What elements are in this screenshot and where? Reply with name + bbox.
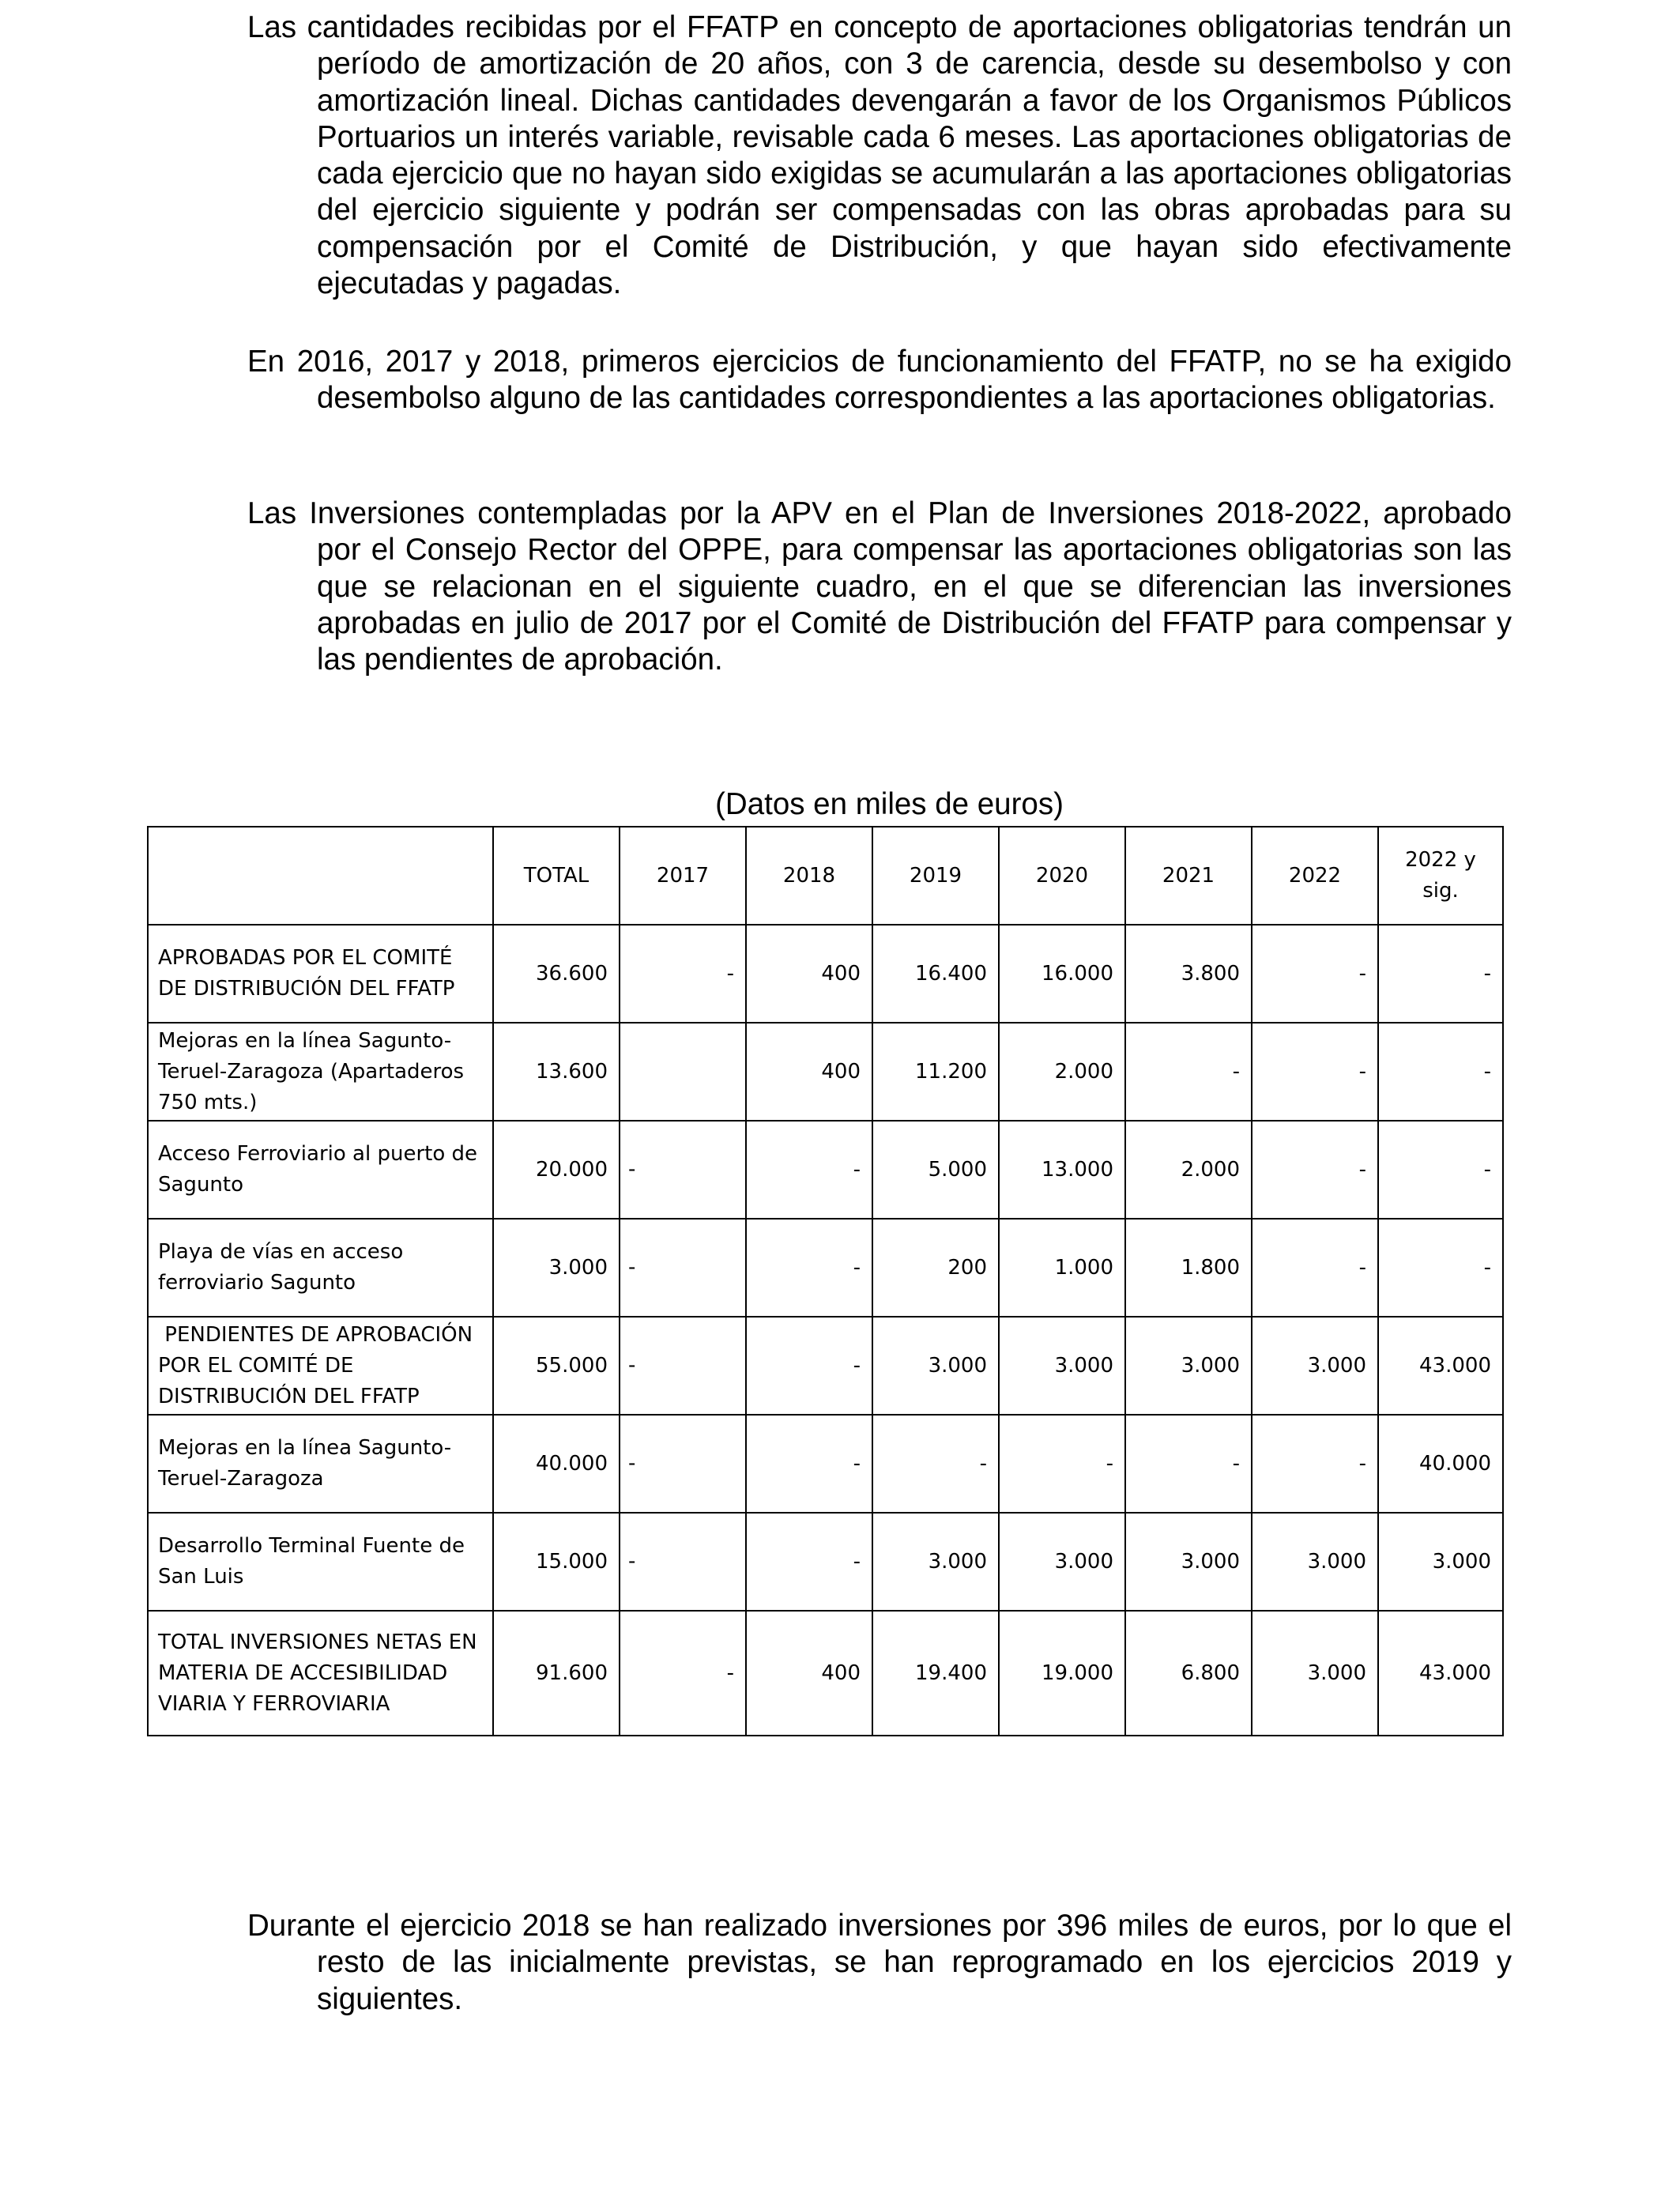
- cell-2022: -: [1252, 1415, 1378, 1513]
- cell-2017: [620, 1415, 746, 1513]
- cell-2022: -: [1252, 925, 1378, 1023]
- cell-2019: 3.000: [872, 1513, 999, 1611]
- cell-2022: 3.000: [1252, 1513, 1378, 1611]
- cell-2017-value: -: [628, 1157, 636, 1182]
- paragraph-plan-inversiones: Las Inversiones contempladas por la APV en el Plan de Inversiones 2018-2022, aprobado por el Consejo Rector del OPPE, para compensar las aportaciones obligatorias son las que se relacionan en el siguiente cuadro, en el que se diferencian las inversiones aprobadas en julio de 2017 por el Comité de Distribución del FFATP para compensar y las pendientes de aprobación.: [247, 496, 1512, 677]
- cell-2018: 400: [746, 1023, 872, 1121]
- cell-total: 15.000: [493, 1513, 620, 1611]
- cell-2017: -: [620, 1611, 746, 1736]
- row-label: PENDIENTES DE APROBACIÓN POR EL COMITÉ DE DISTRIBUCIÓN DEL FFATP: [148, 1317, 493, 1415]
- row-label: TOTAL INVERSIONES NETAS EN MATERIA DE ACCESIBILIDAD VIARIA Y FERROVIARIA: [148, 1611, 493, 1736]
- cell-2017: [620, 1023, 746, 1121]
- cell-2018: -: [746, 1513, 872, 1611]
- cell-2017: [620, 1121, 746, 1219]
- header-cell-2022: 2022: [1252, 827, 1378, 925]
- cell-2017: [620, 1317, 746, 1415]
- cell-2019: 3.000: [872, 1317, 999, 1415]
- table-row-total: [148, 1611, 1503, 1736]
- cell-2017-value: -: [628, 1451, 636, 1476]
- header-cell-2022-sig: 2022 y sig.: [1378, 827, 1503, 925]
- cell-2018: 400: [746, 1611, 872, 1736]
- header-cell-2020: 2020: [999, 827, 1125, 925]
- cell-2022: -: [1252, 1219, 1378, 1317]
- cell-total: 91.600: [493, 1611, 620, 1736]
- cell-2022-sig: 43.000: [1378, 1611, 1503, 1736]
- table-row: [148, 1513, 1503, 1611]
- header-cell-total: TOTAL: [493, 827, 620, 925]
- cell-2018: -: [746, 1121, 872, 1219]
- row-label: Mejoras en la línea Sagunto-Teruel-Zaragoza (Apartaderos 750 mts.): [148, 1023, 493, 1121]
- header-cell-2018: 2018: [746, 827, 872, 925]
- table-caption: (Datos en miles de euros): [715, 787, 1064, 821]
- cell-2021: 3.800: [1125, 925, 1252, 1023]
- cell-2022: -: [1252, 1121, 1378, 1219]
- cell-2019: 19.400: [872, 1611, 999, 1736]
- cell-2020: 1.000: [999, 1219, 1125, 1317]
- cell-2022-sig: 43.000: [1378, 1317, 1503, 1415]
- cell-2019: 11.200: [872, 1023, 999, 1121]
- cell-2021: 2.000: [1125, 1121, 1252, 1219]
- cell-2022: 3.000: [1252, 1317, 1378, 1415]
- table-header-row: [148, 827, 1503, 925]
- cell-2020: -: [999, 1415, 1125, 1513]
- paragraph-ejercicios-2016-2018: En 2016, 2017 y 2018, primeros ejercicios de funcionamiento del FFATP, no se ha exigido desembolso alguno de las cantidades correspondientes a las aportaciones obligatorias.: [247, 345, 1512, 416]
- cell-2020: 3.000: [999, 1317, 1125, 1415]
- cell-2018: -: [746, 1317, 872, 1415]
- investments-table: [147, 826, 1504, 1736]
- table-row: [148, 925, 1503, 1023]
- cell-2022-sig: -: [1378, 1121, 1503, 1219]
- paragraph-aportaciones-amortizacion: Las cantidades recibidas por el FFATP en concepto de aportaciones obligatorias tendrán un período de amortización de 20 años, con 3 de carencia, desde su desembolso y con amortización lineal. Dichas cantidades devengarán a favor de los Organismos Públicos Portuarios un interés variable, revisable cada 6 meses. Las aportaciones obligatorias de cada ejercicio que no hayan sido exigidas se acumularán a las aportaciones obligatorias del ejercicio siguiente y podrán ser compensadas con las obras aprobadas para su compensación por el Comité de Distribución, y que hayan sido efectivamente ejecutadas y pagadas.: [247, 10, 1512, 301]
- header-cell-2017: 2017: [620, 827, 746, 925]
- cell-2017: [620, 1219, 746, 1317]
- cell-total: 55.000: [493, 1317, 620, 1415]
- cell-2021: -: [1125, 1415, 1252, 1513]
- cell-2022-sig: -: [1378, 925, 1503, 1023]
- cell-2020: 13.000: [999, 1121, 1125, 1219]
- cell-2021: 3.000: [1125, 1513, 1252, 1611]
- cell-total: 40.000: [493, 1415, 620, 1513]
- cell-2021: 1.800: [1125, 1219, 1252, 1317]
- cell-2017-value: -: [628, 1549, 636, 1574]
- row-label: Playa de vías en acceso ferroviario Sagunto: [148, 1219, 493, 1317]
- row-label: Mejoras en la línea Sagunto-Teruel-Zaragoza: [148, 1415, 493, 1513]
- cell-2017-value: -: [628, 1255, 636, 1280]
- cell-2019: 200: [872, 1219, 999, 1317]
- cell-2019: -: [872, 1415, 999, 1513]
- cell-2017: [620, 1513, 746, 1611]
- cell-2018: -: [746, 1415, 872, 1513]
- cell-2020: 2.000: [999, 1023, 1125, 1121]
- cell-2022-sig: 40.000: [1378, 1415, 1503, 1513]
- paragraph-ejercicio-2018: Durante el ejercicio 2018 se han realizado inversiones por 396 miles de euros, por lo que el resto de las inicialmente previstas, se han reprogramado en los ejercicios 2019 y siguientes.: [247, 1909, 1512, 2016]
- table-row: [148, 1121, 1503, 1219]
- cell-2021: 6.800: [1125, 1611, 1252, 1736]
- cell-total: 13.600: [493, 1023, 620, 1121]
- cell-2021: -: [1125, 1023, 1252, 1121]
- cell-2022: -: [1252, 1023, 1378, 1121]
- cell-2022-sig: -: [1378, 1219, 1503, 1317]
- cell-2021: 3.000: [1125, 1317, 1252, 1415]
- cell-2018: 400: [746, 925, 872, 1023]
- cell-2019: 5.000: [872, 1121, 999, 1219]
- row-label: APROBADAS POR EL COMITÉ DE DISTRIBUCIÓN DEL FFATP: [148, 925, 493, 1023]
- cell-total: 36.600: [493, 925, 620, 1023]
- cell-2018: -: [746, 1219, 872, 1317]
- cell-2017-value: -: [628, 1353, 636, 1378]
- header-cell-2019: 2019: [872, 827, 999, 925]
- header-cell-2021: 2021: [1125, 827, 1252, 925]
- cell-2019: 16.400: [872, 925, 999, 1023]
- cell-total: 3.000: [493, 1219, 620, 1317]
- cell-2020: 16.000: [999, 925, 1125, 1023]
- table-row: [148, 1023, 1503, 1121]
- cell-2022-sig: 3.000: [1378, 1513, 1503, 1611]
- table-row: [148, 1317, 1503, 1415]
- cell-2020: 19.000: [999, 1611, 1125, 1736]
- table-row: [148, 1219, 1503, 1317]
- row-label: Desarrollo Terminal Fuente de San Luis: [148, 1513, 493, 1611]
- cell-2022-sig: -: [1378, 1023, 1503, 1121]
- table-row: [148, 1415, 1503, 1513]
- cell-2017: -: [620, 925, 746, 1023]
- cell-2022: 3.000: [1252, 1611, 1378, 1736]
- cell-total: 20.000: [493, 1121, 620, 1219]
- header-cell-label: [148, 827, 493, 925]
- row-label: Acceso Ferroviario al puerto de Sagunto: [148, 1121, 493, 1219]
- cell-2020: 3.000: [999, 1513, 1125, 1611]
